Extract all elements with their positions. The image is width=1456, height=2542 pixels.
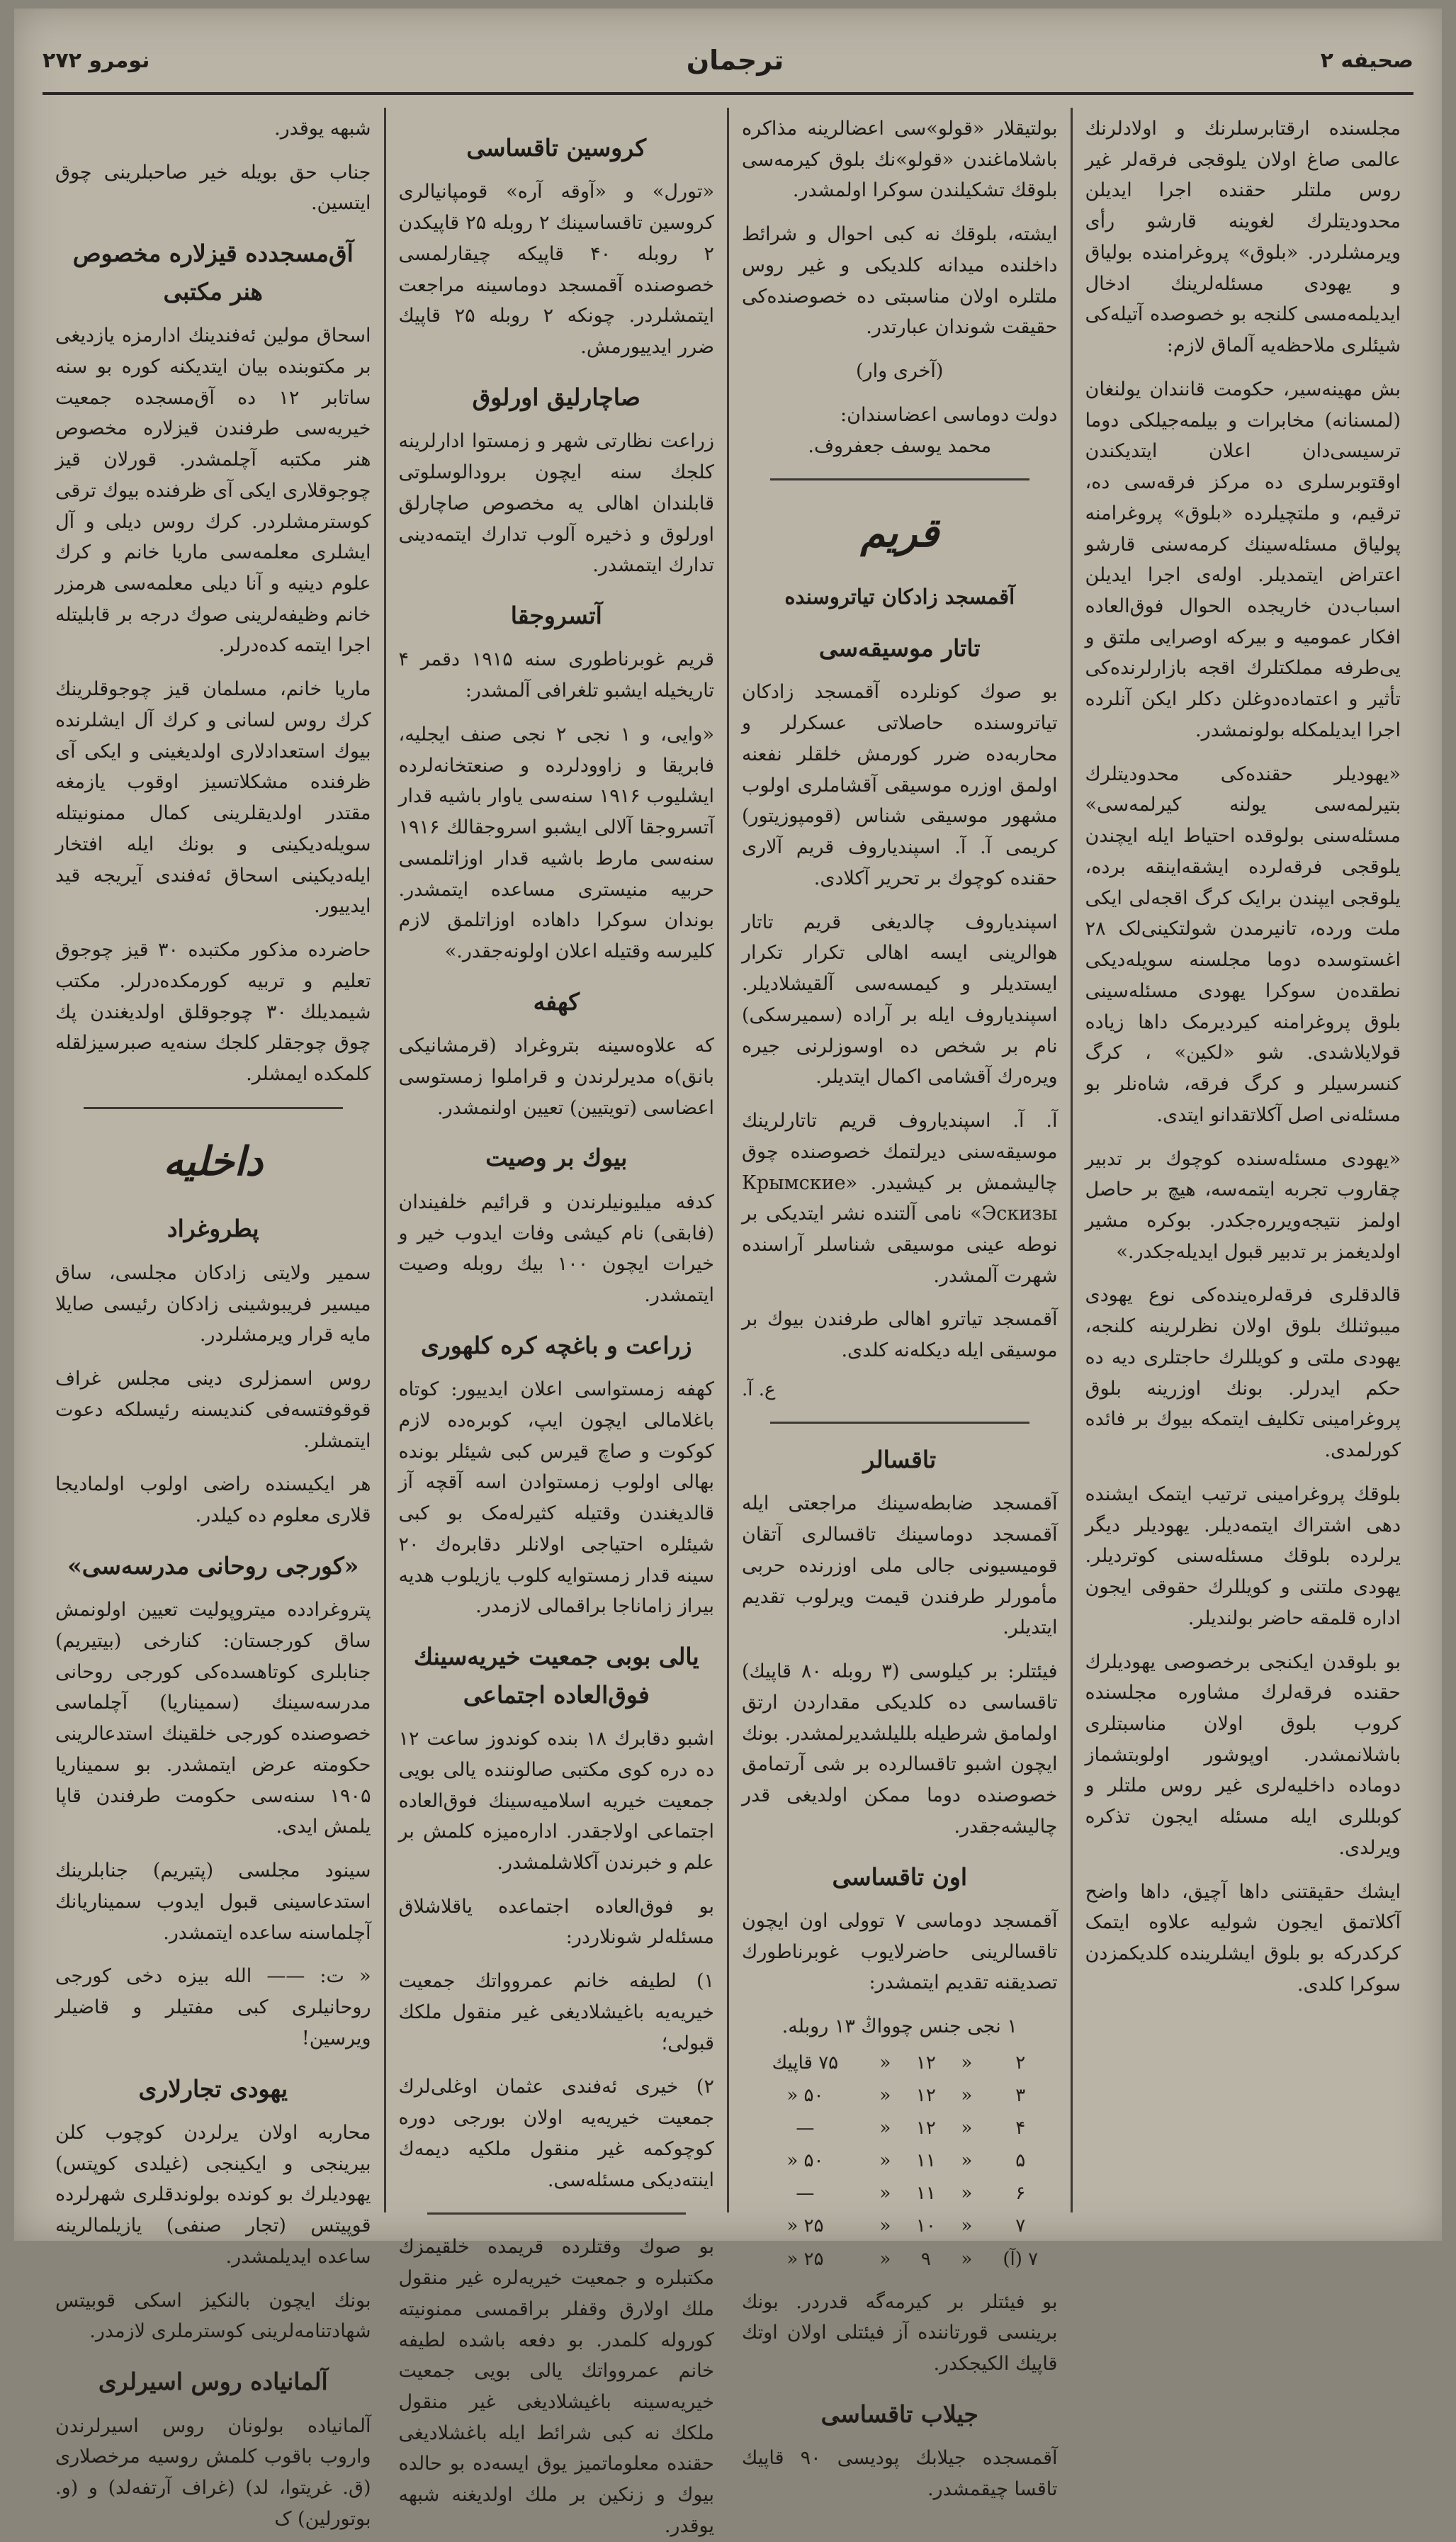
- paragraph: آقمسجده جیلابك پودیسی ۹۰ قاپیك تاقسا چیقمشدر.: [742, 2447, 1058, 2501]
- paragraph: بلوقك پروغرامینی ترتیب ایتمک ایشنده دهی اشتراك ایتمه‌دیلر. یهودیلر دیگر یرلرده بلوقك مسئله‌سنی کوتردیلر. یهودی ملتنی و کویللرك حقوقی ایجون اداره قلمقه حاضر بولندیلر.: [1085, 1483, 1401, 1629]
- issue-number: نومرو ۲۷۲: [43, 47, 150, 73]
- table-row: ۷ « ۱۰ « ۲۵ «: [786, 2215, 1026, 2237]
- paragraph: آقمسجد دوماسی ۷ توولی اون ایچون تاقسالرینی حاضرلایوب غوبرناطورك تصدیقنه تقدیم ایتمشدر:: [742, 1910, 1058, 1994]
- article-heading: یالی بوبی جمعیت خیریه‌سینك فوق‌العاده اجتماعی: [413, 1643, 699, 1709]
- signature-name: محمد یوسف جعفروف.: [808, 434, 992, 457]
- divider: [770, 1422, 1029, 1424]
- page-number: صحیفه ۲: [1320, 47, 1413, 73]
- divider: [770, 478, 1029, 480]
- paragraph: فیئتلر: بر کیلوسی (۳ روبله ۸۰ قاپیك) تاقساسی ده کلدیکی مقداردن ارتق اولمامق شرطیله بللیلشدیرلمشدر. بونك ایچون اشبو تاقسالرده بر شی آرتمامق خصوصنده دوما ممکن اولدیغی قدر چالیشه‌جقدر.: [742, 1660, 1058, 1838]
- paragraph: بو بلوقدن ایکنجی برخصوصی یهودیلرك حقنده فرقه‌لرك مشاوره مجلسنده کروب بلوق اولان مناسبتلری باشلانمشدر. اوپوشور اولوبتشماز دوماده داخلیه‌لری غیر روس ملتلر و کوبللری ایله مسئله ایجون تذکره ویرلدی.: [1085, 1650, 1401, 1859]
- table-row: ۴ « ۱۲ « —: [796, 2118, 1026, 2139]
- paragraph: مجلسنده ارقتابرسلرنك و اولادلرنك عالمی صاغ اولان یلوقجی فرقه‌لر غیر روس ملتلر حقنده اجرا ایدیلن محدودیتلرك لغوینه قارشو رأی ویرمشلردر. «بلوق» پروغرامنده بولیاق و یهودی مسئله‌لرینك ادخال ایدیلمه‌مسی کلنجه بو خصوصده آتیله‌کی شیئلری ملاحظه‌یه آلماق لازم:: [1085, 118, 1401, 357]
- paragraph: آ. آ. اسپندیاروف قریم تاتارلرینك موسیقه‌سنی دیرلتمك خصوصنده چوق چالیشمش بر کیشیدر. «Крымские Эскизы» نامی آلتنده نشر ایتدیکی بر نوطه عینی موسیقی شناسلر آراسنده شهرت آلمشدر.: [742, 1110, 1058, 1287]
- columns: [43, 108, 1413, 2537]
- article-heading: آتسروجقا: [510, 601, 602, 629]
- paragraph: « ت: —— الله بیزه دخی کورجی روحانیلری کبی مفتیلر و قاضیلر ویرسین!: [55, 1965, 371, 2049]
- paragraph: آقمسجد ضابطه‌سینك مراجعتی ایله آقمسجد دوماسینك تاقسالری آتقان قومیسیونی جالی ملی اوزرنده حربی مأمورلر طرفندن قیمت ویرلوب تقدیم ایتدیلر.: [742, 1492, 1058, 1639]
- article-heading: آقمسجد زادکان تیاتروسنده: [784, 585, 1015, 609]
- table-title: ۱ نجی جنس چوواڭ ۱۳ روبله.: [781, 2015, 1017, 2038]
- paragraph: اشبو دقابرك ۱۸ بنده کوندوز ساعت ۱۲ ده دره کوی مکتبی صالوننده یالی بویی جمعیت خیریه اسلامیه‌سینك فوق‌العاده اجتماعی اولاجقدر. اداره‌میزه کلمش بر علم و خبرندن آکلاشلمشدر.: [398, 1728, 714, 1874]
- paragraph: «وایی، و ۱ نجی ۲ نجی صنف ایجلیه، فابریقا و زاوودلرده و صنعتخانه‌لرده ایشلیوب ۱۹۱۶ سنه‌سی یاوار باشیه قدار آتسروجقا آلالی ایشبو اسروجقالك ۱۹۱۶ سنه‌سی مارط باشیه قدار اوزاتلمسی حربیه منیستری مساعده ایتمشدر. بوندان سوکرا داهاده اوزاتلمق لازم کلیرسه وقتیله اعلان اولونه‌جقدر.»: [398, 723, 714, 963]
- article-heading: پطروغراد: [167, 1215, 259, 1243]
- paragraph: اسحاق مولین ئه‌فندینك ادارمزه یازدیغی بر مکتوبنده بیان ایتدیکنه کوره بو سنه ساتابر ۱۲ ده آق‌مسجده جمعیت خیریه‌سی طرفندن قیزلاره مخصوص هنر مکتبه آچلمشدر. قورلان قیز چوجوقلاری ایکی آی ظرفنده بیوك ترقی کوسترمشلردر. کرك روس دیلی و آل ایشلری معلمه‌سی ماریا خانم و کرك علوم دینیه و آنا دیلی معلمه‌سی هرمزر خانم وظیفه‌لرینی صوك درجه بر قابلیتله اجرا ایتمه کده‌درلر.: [55, 325, 371, 657]
- paragraph: ۲) خیری ئه‌فندی عثمان اوغلی‌لرك جمعیت خیریه‌یه اولان بورجی دوره کوچوكمه غیر منقول ملکیه دیمه‌ك اینته‌دیکی مسئله‌سی.: [398, 2076, 714, 2191]
- paragraph: زراعت نظارتی شهر و زمستوا ادارلرینه کلجك سنه ایچون برودالوسلوتی قابلندان اهالی یه مخصوص صاچارلق اورلوق و ذخیره آلوب تدارك ایتمه‌دینی تدارك ایتمشدر.: [398, 430, 714, 577]
- column-2: [727, 108, 1071, 2501]
- article-heading: جیلاب تاقساسی: [820, 2400, 978, 2428]
- article-heading: تاتار موسیقه‌سی: [818, 634, 981, 663]
- continued-note: (آخری وار): [856, 360, 944, 383]
- table-row: ۳ « ۱۲ « ۵۰ «: [786, 2085, 1026, 2107]
- paragraph: ماریا خانم، مسلمان قیز چوجوقلرینك کرك روس لسانی و کرك آل ایشلرنده بیوك استعدادلاری اولدیغینی و ایکی آی ظرفنده مشکلاتسیز اوقوب یازمغه مقتدر اولدیقلرینی کمال ممنونیتله سویله‌دیکینی و بونك ایله افتخار ایله‌دیکینی اسحاق ئه‌فندی آیریجه قید ایدییور.: [55, 678, 371, 918]
- divider: [427, 2212, 687, 2215]
- paragraph: قریم غوبرناطوری سنه ۱۹۱۵ دقمر ۴ تاریخیله ایشبو تلغرافی آلمشدر:: [398, 648, 714, 702]
- paragraph: بو صوك کونلرده آقمسجد زادکان تیاتروسنده حاصلاتی عسکرلر و محاربه‌ده ضرر کورمش خلقلر نفعنه اولمق اوزره موسیقی آقشاملری اولوب مشهور موسیقی شناس (قومپوزیتور) کریمی آ. آ. اسپندیاروف قریم آلاری حقنده کوچوك بر تحریر آکلادی.: [742, 681, 1058, 889]
- article-heading: کهفه: [533, 987, 580, 1016]
- article-heading: «کورجی روحانی مدرسه‌سی»: [67, 1551, 359, 1580]
- paragraph: قالدقلری فرقه‌لره‌ینده‌کی نوع یهودی میبوثنلك بلوق اولان نظرلرینه کلنجه، یهودی ملتی و کویللرك حاجتلری دیه ده حکم ایدرلر. بونك اوزرینه بلوق پروغرامینی تکلیف ایتمکه بیوك بر فائده کورلمدی.: [1085, 1284, 1401, 1462]
- table-row: ۷ (آ) « ۹ « ۲۵ «: [786, 2248, 1039, 2270]
- table-row: ۲ « ۱۲ « ۷۵ قاپیك: [772, 2052, 1026, 2074]
- article-heading: بیوك بر وصیت: [485, 1144, 628, 1172]
- paragraph: سینود مجلسی (پتیریم) جنابلرینك استدعاسینی قبول ایدوب سمیناریانك آچلماسنه ساعده ایتمشدر.: [55, 1860, 371, 1944]
- column-4: [43, 108, 384, 2530]
- paragraph: شبهه یوقدر.: [274, 118, 371, 140]
- paragraph: آقمسجد تیاترو اهالی طرفندن بیوك بر موسیقی ایله دیکله‌نه کلدی.: [742, 1308, 1058, 1362]
- paragraph: کدفه میلیونیلرندن و قرائیم خلفیندان (فابقی) نام کیشی وفات ایدوب خیر و خیرات ایچون ۱۰۰ بیك روبله وصیت ایتمشدر.: [398, 1191, 714, 1307]
- paragraph: اسپندیاروف چالدیغی قریم تاتار هوالرینی ایسه اهالی تکرار تکرار ایستدیلر و کیمسه‌سی آلقیشلادیلر. اسپندیاروف ایله بر آراده (سمیرسکی) نام بر شخص ده اوسوزلرنی جیره ویره‌رك آقشامی اکمال ایتدیلر.: [742, 911, 1058, 1089]
- table-row: ۵ « ۱۱ « ۵۰ «: [786, 2150, 1026, 2172]
- author-initials: ع. آ.: [742, 1378, 776, 1400]
- paragraph: که علاوه‌سینه بتروغراد (قرمشانیکی بانق)ه مدیرلرندن و قراملوا زمستوسی اعضاسی (تویتیین) تعیین اولنمشدر.: [398, 1035, 714, 1119]
- column-3: [384, 108, 728, 2537]
- article-heading: صاچارلیق اورلوق: [472, 383, 640, 411]
- paragraph: «یهودی مسئله‌سنده کوچوك بر تدبیر چقاروب تجربه ایتمه‌سه، هیچ بر حاصل اولمز نتیجه‌ویرره‌جکدر. بوکره مشیر اولدیغمز بر تدبیر قبول ایدیله‌جکدر.»: [1085, 1147, 1401, 1263]
- section-heading-crimea: قریم: [860, 510, 939, 557]
- table-row: ۶ « ۱۱ « —: [796, 2183, 1026, 2205]
- paragraph: آلمانیاده بولونان روس اسیرلرندن واروب باقوب کلمش روسیه مرخصلاری (ق. غریتوا، لد) (غراف آرتفه‌لد) و (و. بوتورلین) ک: [55, 2414, 371, 2530]
- paragraph: بو صوك وقتلرده قریمده خلقیمزك مکتبلره و جمعیت خیریه‌لره غیر منقول ملك اولارق وقفلر براقمسی ممنونیته کوروله کلمدر. بو دفعه باشده لطیفه خانم عمروواتك یالی بویی جمعیت خیریه‌سینه باغیشلادیغی غیر منقول ملکك نه کبی شرائط ایله باغشلادیغی حقنده معلوماتمیز یوق ایسه‌ده بو حالده بیوك و زنکین بر ملك اولدیغنه شبهه یوقدر.: [398, 2236, 714, 2537]
- article-heading: تاقسالر: [863, 1446, 937, 1474]
- article-heading: زراعت و باغچه کره کلهوری: [421, 1331, 692, 1359]
- paragraph: بولتیقلار «قولو»سی اعضالرینه مذاکره باشلاماغندن «قولو»نك بلوق کیرمه‌سی بلوقك تشکیلندن سوکرا اولمشدر.: [742, 118, 1058, 202]
- paragraph: ایشك حقیقتنی داها آچیق، داها واضح آکلاتمق ایجون شولیه علاوه ایتمک کرکدرکه بو بلوق ایشلرینده کلدیکمزدن سوکرا کلدی.: [1085, 1880, 1401, 1996]
- paragraph: بو فوق‌العاده اجتماعده یاقلاشلاق مسئله‌لر شونلاردر:: [398, 1895, 714, 1949]
- newspaper-page: [14, 9, 1442, 2537]
- paragraph: بش مهینه‌سیر، حکومت قانندان یولنغان (لمسنانه) مخابرات و بیلمه‌جیلکی دوما ترسیسی‌دان اعلان ایتدیکندن اوقتوبرسلری ده مرکز فرقه‌سی ده، ترقیم، و ملتچیلرده «بلوق» پروغرامنه پولیاق مسئله‌سینك کرمه‌سنی قارشو اعتراض ایتمدیلر. اوله‌ی اجرا ایدیلن اسباب‌دن خاریجده الحوال فوق‌العاده افکار عمومیه و بیرکه اوصرایی ملتق و یی‌طرفه مملکتلرك اقجه بازارلرنده‌کی تأثیر و اعتماده‌دوغلن دکلر ایکن آنلرده اجرا ایدیلمکله بولونمشدر.: [1085, 378, 1401, 741]
- masthead: [43, 28, 1413, 95]
- newspaper-title: ترجمان: [686, 45, 784, 76]
- article-heading: اون تاقساسی: [832, 1862, 967, 1891]
- paragraph: پتروغرادده میتروپولیت تعیین اولونمش ساق کورجستان: کنارخی (بیتیریم) جنابلری کوتاهسده‌کی کورجی روحانی مدرسه‌سینك (سمیناریا) آچلماسی خصوصنده کورجی خلقینك استدعالرینی حکومته عرض ایتمشدر. بو سمیناریا ۱۹۰۵ سنه‌سی حکومت طرفندن قاپا یلمش ایدی.: [55, 1599, 371, 1838]
- flour-price-table: [742, 2047, 1058, 2276]
- article-heading: آق‌مسجدده قیزلاره مخصوص هنر مکتبی: [72, 240, 354, 305]
- paragraph: «یهودیلر حقنده‌کی محدودیتلرك بتیرلمه‌سی یولنه کیرلمه‌سی» مسئله‌سنی بولوقده احتیاط ایله ایچندن یلوقجی فرقه‌لرده ایشقه‌اینقه برده، یلوقجی ایپندن برایک کرگ اقجه‌لی ایکی ملت ورده، تانیرمدن شولتکینی‌لک ۲۸ اغستوسده دوما مجلسنه سویله‌دیکی نطقده‌ن سوکرا یهودی مسئله‌سینی بلوق پروغرامنه کیردیرمک داها زیاده قولایلاشدی. شو «لکین» ، کرگ کنسرسیلر و کرگ فرقه، شاه‌نلر بو مسئله‌نی اصل آکلاتقدانو ایتدی.: [1085, 763, 1401, 1126]
- column-1: [1071, 108, 1414, 2212]
- paragraph: ایشته، بلوقك نه کبی احوال و شرائط داخلنده میدانه کلدیکی و غیر روس ملتلره اولان مناسبتی ده خصوصنده‌کی حقیقت شوندان عبارتدر.: [742, 223, 1058, 339]
- paragraph: هر ایکیسنده راضی اولوب اولمادیجا قلاری معلوم ده کیلدر.: [55, 1473, 371, 1527]
- paragraph: بو فیئتلر بر کیرمه‌گه قدردر. بونك برینسی قورتاننده آز فیئتلی اولان اوتك قاپیك الکیجکدر.: [742, 2290, 1058, 2375]
- paragraph: ۱) لطیفه خانم عمروواتك جمعیت خیریه‌یه باغیشلادیغی غیر منقول ملکك قبولی؛: [398, 1970, 714, 2054]
- article-heading: آلمانیاده روس اسیرلری: [98, 2368, 328, 2396]
- paragraph: حاضرده مذکور مکتبده ۳۰ قیز چوجوق تعلیم و تربیه کورمکده‌درلر. مکتب شیمدیلك ۳۰ چوجوقلق اولدیغندن پك چوق چوجقلر کلجك سنه‌یه صبرسیزلقله کلمکده ایمشلر.: [55, 939, 371, 1085]
- paragraph: «تورل» و «آوقه آره» قومپانیالری کروسین تاقساسینك ۲ روبله ۲۵ قاپیکدن ۲ روبله ۴۰ قاپیکه چیقارلمسی خصوصنده آقمسجد دوماسینه مراجعت ایتمشلردر. چونکه ۲ روبله ۲۵ قاپیك ضرر ایدییورمش.: [398, 181, 714, 359]
- paragraph: کهفه زمستواسی اعلان ایدییور: کوتاه باغلامالی ایچون ایپ، کوبره‌ده لازم کوکوت و صاچ قیرس کبی شیئلر بونده بهالی اولوب زمستوادن اسه آقچه آز قالدیغندن وقتیله کثیرله‌مک بو کبی شیئلره احتیاجی اولانلر دقابره‌ك ۲۰ سینه قدار زمستوایه کلوب یازیلوب هدیه بیراز زاماناجا براقمالی لازمدر.: [398, 1378, 714, 1618]
- paragraph: جناب حق بویله خیر صاحبلرینی چوق ایتسین.: [55, 161, 371, 215]
- article-heading: کروسین تاقساسی: [466, 134, 647, 162]
- paragraph: سمیر ولایتی زادکان مجلسی، ساق میسیر فریبوشینی زادکان رئیسی صایلا مایه قرار ویرمشلردر.: [55, 1261, 371, 1346]
- paragraph: روس اسمزلری دینی مجلس غراف قوقوفتسه‌فی کندیسنه رئیسلکه دعوت ایتمشلر.: [55, 1368, 371, 1452]
- article-heading: یهودی تجارلاری: [138, 2074, 288, 2103]
- signature-line: دولت دوماسی اعضاسندان:: [840, 403, 1058, 426]
- paragraph: محاربه اولان یرلردن کوچوب کلن بیرینجی و ایکینجی (غیلدی کوپتس) یهودیلرك بو کونده بولوندقلری شهرلرده قوپیتس (تجار صنفی) یازیلمالرینه ساعده ایدیلمشدر.: [55, 2121, 371, 2268]
- paragraph: بونك ایچون بالنکیز اسکی قوبیتس شهادتنامه‌لرینی کوسترملری لازمدر.: [55, 2289, 371, 2343]
- divider: [84, 1107, 343, 1109]
- section-heading-domestic: داخلیه: [163, 1138, 264, 1185]
